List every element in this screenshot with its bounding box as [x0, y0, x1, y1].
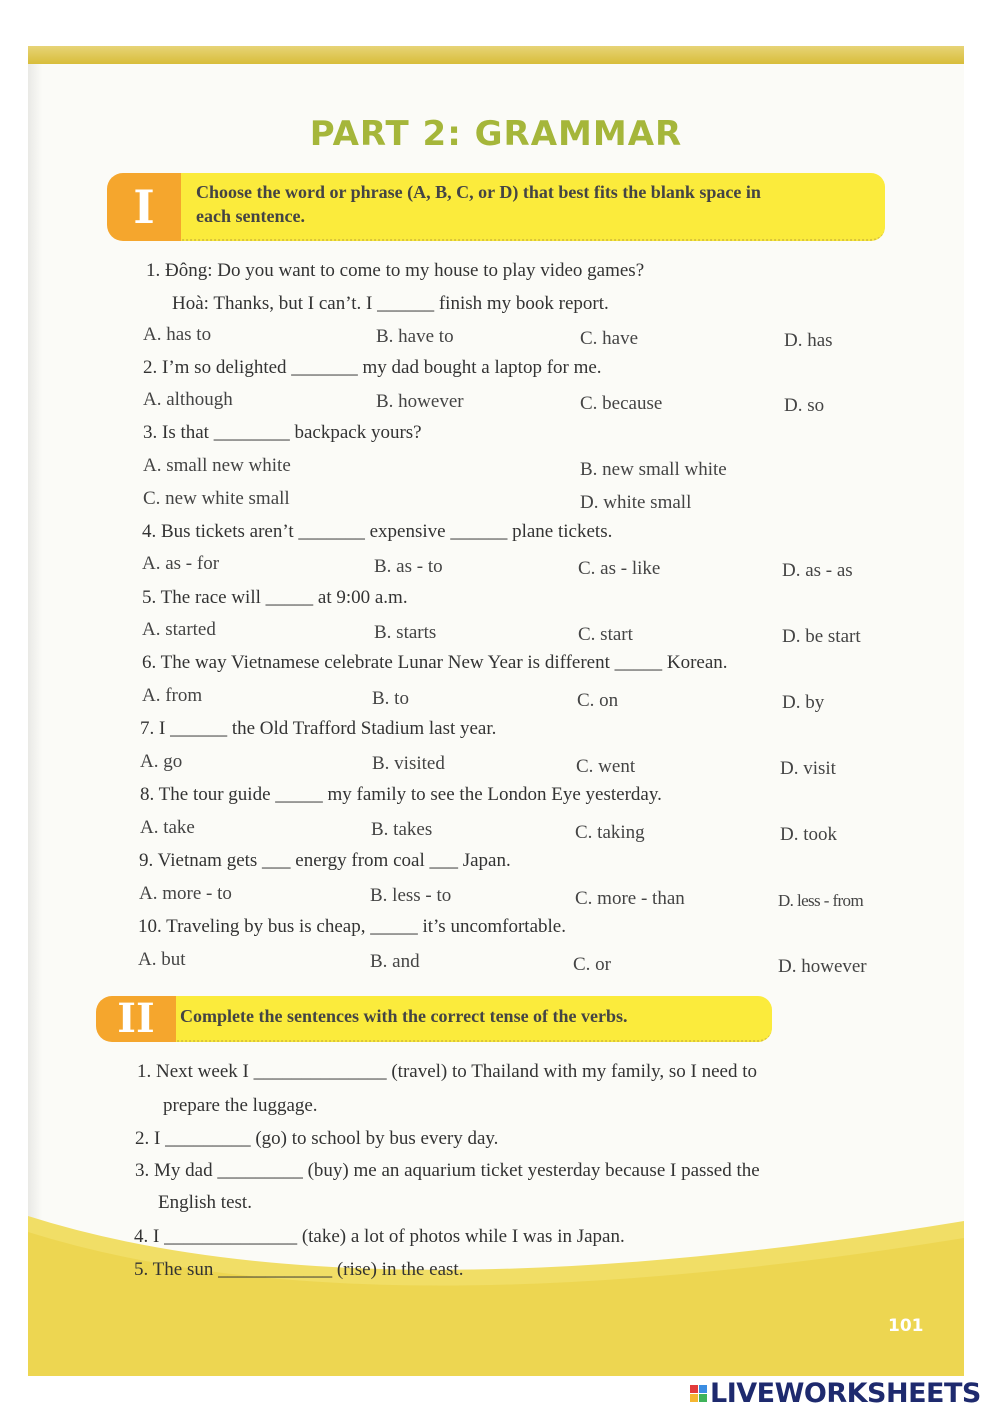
question-3-text: 3. Is that ________ backpack yours? — [143, 422, 422, 443]
question-4-option-c: C. as - like — [578, 558, 661, 579]
section-2-instruction: Complete the sentences with the correct tense of the verbs. — [180, 1006, 628, 1026]
question-9-text: 9. Vietnam gets ___ energy from coal ___ Japan. — [139, 850, 511, 871]
question-3-option-b: B. new small white — [580, 459, 727, 480]
question-5-text: 5. The race will _____ at 9:00 a.m. — [142, 587, 408, 608]
question-8-option-d: D. took — [780, 824, 837, 845]
liveworksheets-logo-icon — [690, 1385, 707, 1402]
question-7-option-d: D. visit — [780, 758, 836, 779]
question-4-option-a: A. as - for — [142, 553, 220, 574]
question-10-text: 10. Traveling by bus is cheap, _____ it’s uncomfortable. — [138, 916, 566, 937]
question-8-option-c: C. taking — [575, 822, 645, 843]
question-3-option-a: A. small new white — [143, 455, 291, 476]
question-1-line-2: Hoà: Thanks, but I can’t. I ______ finish my book report. — [172, 293, 609, 314]
question-5-option-c: C. start — [578, 624, 633, 645]
question-9-option-c: C. more - than — [575, 888, 685, 909]
section-2-item-2: 2. I _________ (go) to school by bus every day. — [135, 1128, 499, 1149]
question-7-text: 7. I ______ the Old Trafford Stadium last year. — [140, 718, 497, 739]
question-2-option-a: A. although — [143, 389, 233, 410]
question-1-option-d: D. has — [784, 330, 833, 351]
question-3-option-d: D. white small — [580, 492, 692, 513]
question-9-option-b: B. less - to — [370, 885, 452, 906]
question-6-option-a: A. from — [142, 685, 203, 706]
question-1-line-1: 1. Đông: Do you want to come to my house to play video games? — [146, 260, 645, 281]
question-1-option-a: A. has to — [143, 324, 212, 345]
question-4-text: 4. Bus tickets aren’t _______ expensive ______ plane tickets. — [142, 521, 613, 542]
footer-brand — [690, 1378, 981, 1408]
question-9-option-d: D. less - from — [778, 891, 864, 910]
question-3-option-c: C. new white small — [143, 488, 290, 509]
question-8-text: 8. The tour guide _____ my family to see the London Eye yesterday. — [140, 784, 662, 805]
question-6-text: 6. The way Vietnamese celebrate Lunar New Year is different _____ Korean. — [142, 652, 728, 673]
question-5-option-d: D. be start — [782, 626, 861, 647]
question-10-option-c: C. or — [573, 954, 611, 975]
section-2-item-5: 5. The sun ____________ (rise) in the east. — [134, 1259, 464, 1280]
question-10-option-a: A. but — [138, 949, 186, 970]
section-1-instruction-line-1: Choose the word or phrase (A, B, C, or D) that best fits the blank space in — [196, 182, 761, 202]
question-9-option-a: A. more - to — [139, 883, 232, 904]
question-8-option-a: A. take — [140, 817, 195, 838]
question-5-option-b: B. starts — [374, 622, 437, 643]
section-1-instruction — [196, 180, 886, 228]
section-2-item-4: 4. I ______________ (take) a lot of photos while I was in Japan. — [134, 1226, 625, 1247]
question-7-option-b: B. visited — [372, 753, 445, 774]
question-7-option-a: A. go — [140, 751, 183, 772]
section-2-item-1-line-1: 1. Next week I ______________ (travel) to Thailand with my family, so I need to — [137, 1061, 758, 1082]
footer-brand-text: LIVEWORKSHEETS — [710, 1377, 981, 1409]
section-1-number: I — [107, 173, 181, 241]
question-4-option-b: B. as - to — [374, 556, 443, 577]
section-2-item-3-line-1: 3. My dad _________ (buy) me an aquarium ticket yesterday because I passed the — [135, 1160, 760, 1181]
question-1-option-b: B. have to — [376, 326, 454, 347]
section-2-item-1-line-2: prepare the luggage. — [163, 1095, 318, 1116]
question-6-option-b: B. to — [372, 688, 409, 709]
question-6-option-c: C. on — [577, 690, 619, 711]
question-10-option-b: B. and — [370, 951, 420, 972]
worksheet-page — [28, 46, 964, 1376]
section-1-instruction-line-2: each sentence. — [196, 206, 305, 226]
question-1-option-c: C. have — [580, 328, 639, 349]
question-7-option-c: C. went — [576, 756, 636, 777]
question-2-text: 2. I’m so delighted _______ my dad bought a laptop for me. — [143, 357, 602, 378]
question-5-option-a: A. started — [142, 619, 216, 640]
page-number: 101 — [888, 1316, 924, 1336]
question-6-option-d: D. by — [782, 692, 825, 713]
question-2-option-c: C. because — [580, 393, 663, 414]
question-4-option-d: D. as - as — [782, 560, 853, 581]
section-2-item-3-line-2: English test. — [158, 1192, 252, 1213]
question-10-option-d: D. however — [778, 956, 867, 977]
question-2-option-b: B. however — [376, 391, 464, 412]
page-title: PART 2: GRAMMAR — [309, 114, 683, 154]
section-2-number: II — [96, 996, 176, 1042]
question-2-option-d: D. so — [784, 395, 825, 416]
question-8-option-b: B. takes — [371, 819, 433, 840]
